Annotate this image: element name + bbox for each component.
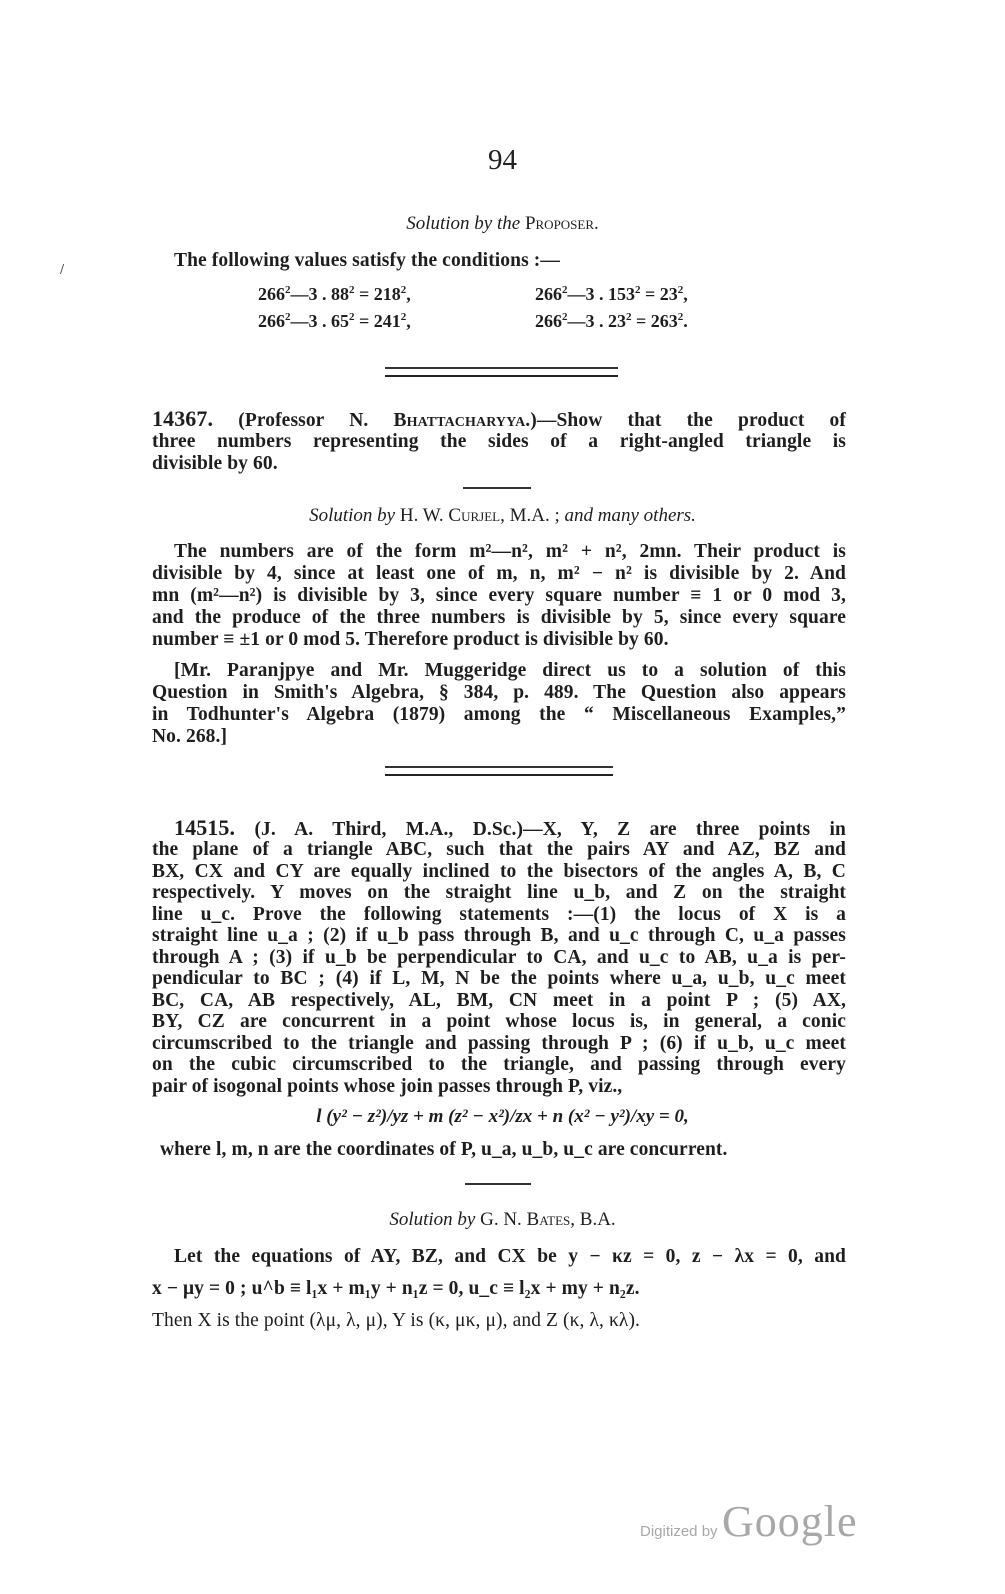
- google-watermark: [640, 1496, 858, 1547]
- solution-line: mn (m²—n²) is divisible by 3, since every square number ≡ 1 or 0 mod 3,: [152, 585, 846, 606]
- solution-author: Proposer.: [524, 213, 599, 234]
- page-number: 94: [488, 144, 517, 176]
- solution-line: and the produce of the three numbers is divisible by 5, since every square: [152, 607, 846, 628]
- question-14367-line: three numbers representing the sides of a right-angled triangle is: [152, 431, 846, 452]
- short-divider: [463, 487, 531, 489]
- google-logo: Google: [722, 1497, 858, 1546]
- solution-line: x − μy = 0 ; u^b ≡ l₁x + m₁y + n₁z = 0, u_c ≡ l₂x + my + n₂z.: [152, 1278, 640, 1299]
- question-14515-line: BC, CA, AB respectively, AL, BM, CN meet in a point P ; (5) AX,: [152, 990, 846, 1011]
- formula: l (y² − z²)/yz + m (z² − x²)/zx + n (x² − y²)/xy = 0,: [316, 1106, 689, 1127]
- editor-note-line: Question in Smith's Algebra, § 384, p. 489. The Question also appears: [152, 682, 846, 703]
- question-14367-header: 14367. (Professor N. Bhattacharyya.)—Show that the product of: [152, 406, 846, 431]
- editor-note-line: [Mr. Paranjpye and Mr. Muggeridge direct us to a solution of this: [174, 660, 846, 681]
- solution-by-label: Solution by the: [406, 213, 521, 234]
- solution-line: The numbers are of the form m²—n², m² + n², 2mn. Their product is: [174, 541, 846, 562]
- question-14515-line: BY, CZ are concurrent in a point whose locus is, in general, a conic: [152, 1011, 846, 1032]
- question-14515-line: respectively. Y moves on the straight line u_b, and Z on the straight: [152, 882, 846, 903]
- solution-heading-proposer: [0, 213, 1005, 235]
- digitized-by-label: Digitized by: [640, 1523, 718, 1540]
- formula-conclusion: where l, m, n are the coordinates of P, u_a, u_b, u_c are concurrent.: [160, 1139, 728, 1160]
- solution-line: divisible by 4, since at least one of m, n, m² − n² is divisible by 2. And: [152, 563, 846, 584]
- solution-line: Then X is the point (λμ, λ, μ), Y is (κ, μκ, μ), and Z (κ, λ, κλ).: [152, 1310, 641, 1331]
- question-14367-line: divisible by 60.: [152, 453, 278, 474]
- question-number: 14367.: [152, 406, 214, 431]
- solution-heading-bates: Solution by G. N. Bates, B.A.: [389, 1209, 616, 1230]
- equation-1: $266^2—3$ . $88^2 = 218^2$,: [258, 284, 411, 304]
- question-14515-line: pair of isogonal points whose join passes through P, viz.,: [152, 1076, 623, 1097]
- question-14515-line: pendicular to BC ; (4) if L, M, N be the points where u_a, u_b, u_c meet: [152, 968, 846, 989]
- editor-note-line: in Todhunter's Algebra (1879) among the “ Miscellaneous Examples,”: [152, 704, 846, 725]
- question-14515-line: through A ; (3) if u_b be perpendicular to CA, and u_c to AB, u_a is per-: [152, 947, 846, 968]
- section-divider: [385, 367, 618, 377]
- solution-line: Let the equations of AY, BZ, and CX be y − κz = 0, z − λx = 0, and: [174, 1246, 846, 1267]
- question-number: 14515.: [174, 815, 236, 840]
- equation-3: $266^2—3$ . $65^2 = 241^2$,: [258, 311, 411, 331]
- equation-4: $266^2—3$ . $23^2 = 263^2$.: [535, 311, 688, 331]
- solution-line: number ≡ ±1 or 0 mod 5. Therefore product is divisible by 60.: [152, 629, 669, 650]
- editor-note-line: No. 268.]: [152, 726, 228, 747]
- solution-heading-curjel: Solution by H. W. Curjel, M.A. ; and many others.: [309, 505, 696, 526]
- intro-text: The following values satisfy the conditions :—: [174, 250, 560, 271]
- question-14515-line: BX, CX and CY are equally inclined to the bisectors of the angles A, B, C: [152, 861, 846, 882]
- question-14515-line: straight line u_a ; (2) if u_b pass through B, and u_c through C, u_a passes: [152, 925, 846, 946]
- section-divider: [385, 766, 613, 776]
- question-14515-line: circumscribed to the triangle and passing through P ; (6) if u_b, u_c meet: [152, 1033, 846, 1054]
- question-14515-line: the plane of a triangle ABC, such that the pairs AY and AZ, BZ and: [152, 839, 846, 860]
- short-divider: [465, 1183, 531, 1185]
- equation-2: $266^2—3$ . $153^2 = 23^2$,: [535, 284, 688, 304]
- question-14515-header: 14515. (J. A. Third, M.A., D.Sc.)—X, Y, Z are three points in: [174, 815, 846, 840]
- question-14515-line: on the cubic circumscribed to the triangle, and passing through every: [152, 1054, 846, 1075]
- scan-mark: /: [60, 262, 65, 276]
- question-14515-line: line u_c. Prove the following statements :—(1) the locus of X is a: [152, 904, 846, 925]
